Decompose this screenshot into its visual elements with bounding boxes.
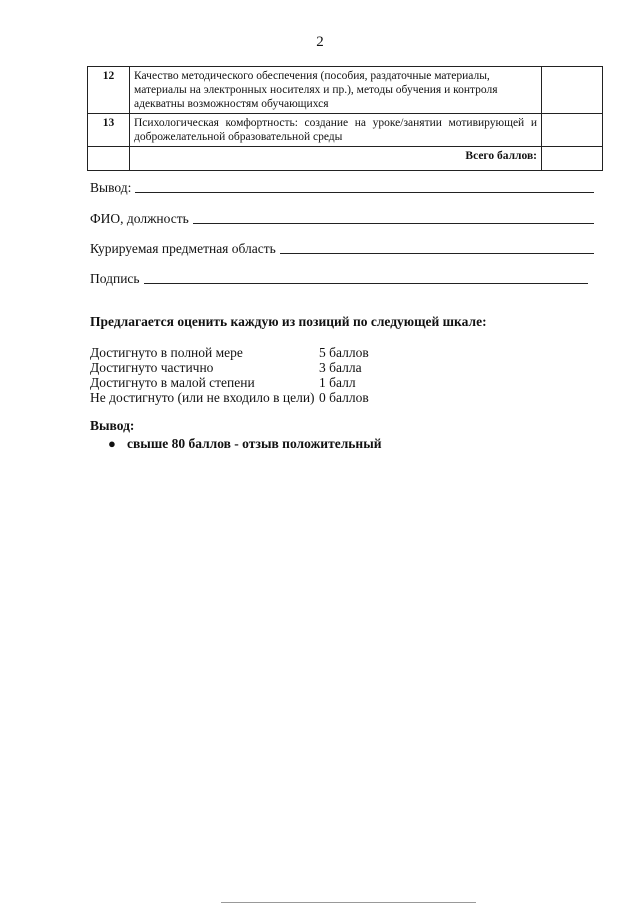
fio-label: ФИО, должность: [90, 211, 189, 226]
criteria-table: [87, 66, 603, 171]
conclusion-input-line[interactable]: [135, 191, 594, 193]
conclusion-field: [90, 180, 594, 196]
verdict-heading: Вывод:: [90, 418, 135, 433]
table-row: [88, 114, 603, 147]
scale-list: [90, 345, 369, 405]
verdict-bullet-text: свыше 80 баллов - отзыв положительный: [127, 436, 382, 451]
scale-heading: Предлагается оценить каждую из позиций по следующей шкале:: [90, 314, 487, 329]
scale-level: Не достигнуто (или не входило в цели): [90, 390, 315, 405]
subject-area-input-line[interactable]: [280, 252, 594, 254]
table-row: [88, 67, 603, 114]
criterion-score-cell[interactable]: [542, 67, 603, 114]
scale-points: 5 баллов: [319, 345, 369, 360]
page-edge-line: [221, 902, 476, 903]
total-score-cell[interactable]: [542, 147, 603, 171]
subject-area-label: Курируемая предметная область: [90, 241, 276, 256]
criterion-number: 12: [88, 67, 130, 114]
empty-cell: [88, 147, 130, 171]
scale-points: 3 балла: [319, 360, 362, 375]
fio-field: [90, 211, 594, 227]
list-item: [90, 360, 369, 375]
scale-level: Достигнуто в малой степени: [90, 375, 255, 390]
scale-points: 1 балл: [319, 375, 356, 390]
verdict-bullet-item: [108, 436, 382, 452]
total-label: Всего баллов:: [130, 147, 542, 171]
criterion-number: 13: [88, 114, 130, 147]
criterion-score-cell[interactable]: [542, 114, 603, 147]
fio-input-line[interactable]: [193, 222, 594, 224]
scale-level: Достигнуто частично: [90, 360, 214, 375]
bullet-icon: ●: [108, 436, 116, 451]
table-total-row: [88, 147, 603, 171]
list-item: [90, 390, 369, 405]
subject-area-field: [90, 241, 594, 257]
list-item: [90, 375, 369, 390]
scale-level: Достигнуто в полной мере: [90, 345, 243, 360]
list-item: [90, 345, 369, 360]
criterion-text: Психологическая комфортность: создание на уроке/занятии мотивирующей и доброжелательной образовательной среды: [130, 114, 542, 147]
scale-points: 0 баллов: [319, 390, 369, 405]
signature-label: Подпись: [90, 271, 140, 286]
conclusion-label: Вывод:: [90, 180, 132, 195]
page-number: 2: [316, 34, 324, 50]
signature-input-line[interactable]: [144, 282, 588, 284]
criterion-text: Качество методического обеспечения (пособия, раздаточные материалы, материалы на электронных носителях и пр.), методы обучения и контроля адекватны возможностям обучающихся: [130, 67, 542, 114]
signature-field: [90, 271, 588, 287]
